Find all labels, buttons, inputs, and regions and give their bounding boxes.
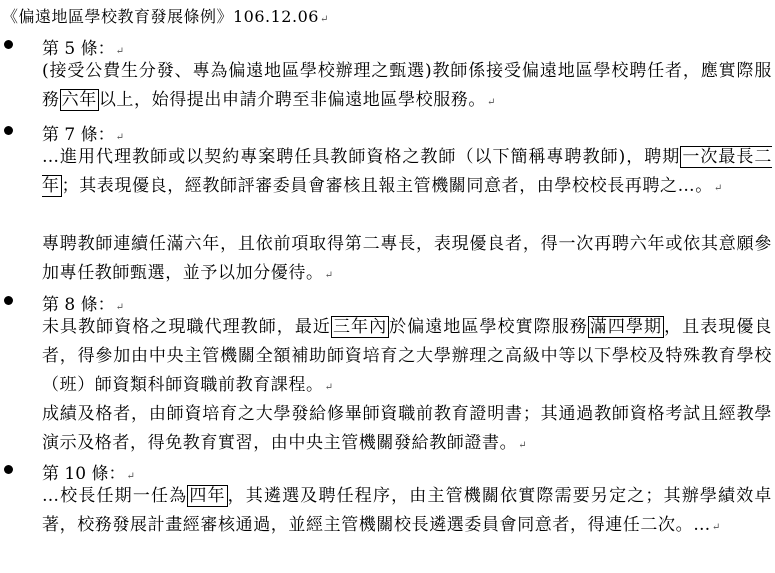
paragraph-mark-icon: ↵ [518,440,528,451]
paragraph-text: 於偏遠地區學校實際服務 [389,317,588,337]
boxed-highlight: 六年 [61,90,97,110]
boxed-highlight: 滿四學期 [589,317,663,337]
article-heading-text: 第 10 條： [42,464,126,484]
paragraph-text: …進用代理教師或以契約專案聘任具教師資格之教師（以下簡稱專聘教師)，聘期 [42,147,681,167]
article-paragraph [42,57,772,117]
paragraph-mark-icon: ↵ [115,132,125,143]
article-paragraph [42,313,772,402]
paragraph-text: 成績及格者，由師資培育之大學發給修畢師資職前教育證明書；其通過教師資格考試且經教學演示及格者，得免教育實習，由中央主管機關發給教師證書。 [42,404,772,453]
article-heading-text: 第 8 條： [42,295,115,315]
bullet-icon [4,296,13,305]
paragraph-mark-icon: ↵ [713,183,723,194]
bullet-icon [4,40,13,49]
paragraph-text: 未具教師資格之現職代理教師，最近 [42,317,331,337]
boxed-highlight: 一次最長二年 [42,147,773,196]
paragraph-text: ；其表現優良，經教師評審委員會審核且報主管機關同意者，由學校校長再聘之…。 [61,176,713,196]
bullet-icon [4,126,13,135]
article-paragraph [42,230,772,290]
document-title-text: 《偏遠地區學校教育發展條例》106.12.06 [2,7,319,26]
paragraph-mark-icon: ↵ [324,382,334,393]
article-heading [42,34,124,59]
paragraph-text: 以上，始得提出申請介聘至非偏遠地區學校服務。 [98,90,487,110]
document-title [2,4,329,27]
paragraph-text: (接受公費生分發、專為偏遠地區學校辦理之甄選)教師係接受偏遠地區學校聘任者，應實際服務 [42,61,772,110]
paragraph-mark-icon: ↵ [324,270,334,281]
paragraph-mark-icon: ↵ [319,14,329,25]
paragraph-text: 專聘教師連續任滿六年，且依前項取得第二專長，表現優良者，得一次再聘六年或依其意願參加專任教師甄選，並予以加分優待。 [42,234,772,283]
article-heading [42,120,124,145]
article-paragraph [42,482,772,542]
paragraph-text: …校長任期一任為 [42,486,188,506]
boxed-highlight: 三年內 [332,317,388,337]
paragraph-mark-icon: ↵ [126,471,135,482]
paragraph-mark-icon: ↵ [487,97,496,108]
article-heading [42,290,124,315]
article-heading-text: 第 5 條： [42,39,115,59]
paragraph-text: ，且表現優良者，得參加由中央主管機關全額補助師資培育之大學辦理之高級中等以下學校及特殊教育學校（班）師資類科師資職前教育課程。 [42,317,772,395]
article-heading-text: 第 7 條： [42,125,115,145]
boxed-highlight: 四年 [189,486,226,506]
article-paragraph [42,143,772,203]
bullet-icon [4,465,13,474]
paragraph-mark-icon: ↵ [711,522,721,533]
paragraph-mark-icon: ↵ [115,302,125,313]
paragraph-text: ，其遴選及聘任程序，由主管機關依實際需要另定之；其辦學績效卓著，校務發展計畫經審核通過，並經主管機關校長遴選委員會同意者，得連任二次。… [42,486,772,535]
article-paragraph [42,400,772,460]
paragraph-mark-icon: ↵ [115,46,125,57]
article-heading [42,459,135,484]
